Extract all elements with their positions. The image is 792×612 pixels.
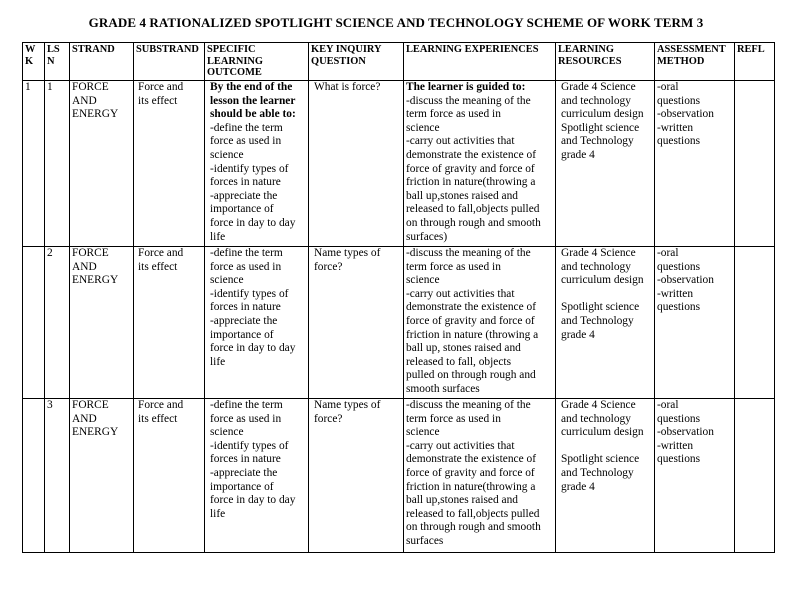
cell-line: -appreciate the: [210, 314, 278, 327]
cell-line: surfaces: [406, 534, 444, 547]
cell-line: questions: [657, 135, 701, 148]
cell-line: friction in nature(throwing a: [406, 176, 536, 189]
table-row: [23, 81, 775, 247]
cell-line: -oral: [657, 247, 679, 259]
cell-line: ball up,stones raised and: [406, 494, 518, 507]
cell-line: Name types of: [314, 399, 381, 411]
header-strand: [70, 43, 134, 81]
cell-line: questions: [657, 412, 701, 425]
cell-line: life: [210, 230, 226, 243]
cell-line: on through rough and smooth: [406, 216, 541, 229]
cell-line: demonstrate the existence of: [406, 301, 536, 314]
cell-substrand: [134, 81, 205, 247]
cell-line: surfaces): [406, 230, 448, 243]
header-substrand: [134, 43, 205, 81]
cell-line: released to fall, objects: [406, 355, 512, 368]
cell-line: importance of: [210, 328, 274, 341]
cell-line: on through rough and smooth: [406, 521, 541, 534]
cell-line: curriculum design: [561, 108, 644, 121]
cell-line: -oral: [657, 81, 679, 93]
cell-line: grade 4: [561, 480, 595, 493]
cell-line: friction in nature(throwing a: [406, 480, 536, 493]
cell-line: -observation: [657, 108, 714, 121]
document-title: GRADE 4 RATIONALIZED SPOTLIGHT SCIENCE AND TECHNOLOGY SCHEME OF WORK TERM 3: [88, 15, 704, 30]
cell-learning-resources: [556, 399, 655, 553]
cell-line: AND: [72, 412, 97, 425]
header-line: ASSESSMENT: [657, 44, 726, 55]
cell-line: science: [406, 274, 440, 287]
cell-learning-resources: [556, 247, 655, 399]
header-row: [23, 43, 775, 81]
cell-line: grade 4: [561, 148, 595, 161]
cell-line: [561, 440, 652, 454]
cell-line: forces in nature: [210, 176, 281, 189]
header-specific-learning-outcome: [205, 43, 309, 81]
cell-reflection: [735, 81, 775, 247]
header-assessment-method: [655, 43, 735, 81]
scheme-of-work-table: [22, 42, 775, 553]
cell-substrand: [134, 399, 205, 553]
header-line: METHOD: [657, 55, 705, 67]
cell-line: its effect: [138, 94, 178, 107]
cell-line: Spotlight science: [561, 301, 640, 314]
cell-wk: [23, 399, 45, 553]
cell-line: importance of: [210, 203, 274, 216]
cell-assessment-method: [655, 247, 735, 399]
cell-line: term force as used in: [406, 108, 501, 121]
cell-line: Spotlight science: [561, 121, 640, 134]
header-line: QUESTION: [311, 55, 366, 67]
cell-assessment-method: [655, 81, 735, 247]
cell-line: -discuss the meaning of the: [406, 94, 531, 107]
cell-wk-text: 1: [25, 81, 31, 93]
cell-line-bold: The learner is guided to:: [406, 81, 526, 93]
cell-line: -written: [657, 287, 694, 300]
cell-line: force as used in: [210, 412, 282, 425]
cell-lesson-text: 2: [47, 247, 53, 259]
cell-learning-outcome: [205, 81, 309, 247]
header-line: STRAND: [72, 44, 115, 55]
cell-line: force of gravity and force of: [406, 466, 535, 479]
cell-learning-experiences: [404, 81, 556, 247]
cell-line: -observation: [657, 426, 714, 439]
header-line: REFL: [737, 44, 765, 55]
cell-line: Grade 4 Science: [561, 399, 636, 411]
cell-wk: [23, 81, 45, 247]
cell-line: Name types of: [314, 247, 381, 259]
cell-line: AND: [72, 260, 97, 273]
cell-line: -identify types of: [210, 439, 289, 452]
cell-line: demonstrate the existence of: [406, 453, 536, 466]
cell-line: science: [406, 121, 440, 134]
cell-line: force of gravity and force of: [406, 162, 535, 175]
cell-line: term force as used in: [406, 260, 501, 273]
cell-line: -written: [657, 439, 694, 452]
cell-wk: [23, 247, 45, 399]
cell-line: -identify types of: [210, 162, 289, 175]
cell-line: its effect: [138, 412, 178, 425]
cell-line: and Technology: [561, 314, 634, 327]
cell-line: curriculum design: [561, 426, 644, 439]
header-wk: [23, 43, 45, 81]
cell-line: FORCE: [72, 247, 109, 259]
cell-line: its effect: [138, 260, 178, 273]
cell-line: Force and: [138, 81, 184, 93]
cell-line: questions: [657, 453, 701, 466]
cell-line: force as used in: [210, 260, 282, 273]
cell-line: and technology: [561, 412, 631, 425]
cell-line: ball up,stones raised and: [406, 189, 518, 202]
cell-line: pulled on through rough and: [406, 369, 536, 382]
cell-line: ENERGY: [72, 426, 119, 439]
header-line: N: [47, 55, 55, 67]
cell-learning-experiences: [404, 247, 556, 399]
cell-line: questions: [657, 260, 701, 273]
header-line: LS: [47, 44, 60, 55]
cell-learning-outcome: [205, 247, 309, 399]
cell-line: -define the term: [210, 247, 283, 259]
cell-line: -define the term: [210, 399, 283, 411]
cell-line: Force and: [138, 399, 184, 411]
cell-line: -discuss the meaning of the: [406, 247, 531, 259]
header-lsn: [45, 43, 70, 81]
cell-line: -appreciate the: [210, 189, 278, 202]
cell-learning-experiences: [404, 399, 556, 553]
cell-line: Grade 4 Science: [561, 81, 636, 93]
cell-line: and technology: [561, 94, 631, 107]
cell-line: science: [406, 426, 440, 439]
cell-line: and technology: [561, 260, 631, 273]
cell-line: force?: [314, 260, 343, 273]
cell-line: forces in nature: [210, 453, 281, 466]
cell-line: released to fall,objects pulled: [406, 203, 540, 216]
cell-line: FORCE: [72, 81, 109, 93]
cell-reflection: [735, 399, 775, 553]
cell-line: -carry out activities that: [406, 439, 515, 452]
cell-line: and Technology: [561, 135, 634, 148]
cell-line: ENERGY: [72, 274, 119, 287]
cell-line: science: [210, 426, 244, 439]
cell-line: What is force?: [314, 81, 381, 93]
header-line: SUBSTRAND: [136, 44, 199, 55]
cell-line: curriculum design: [561, 274, 644, 287]
cell-line: friction in nature (throwing a: [406, 328, 539, 341]
cell-lesson: [45, 247, 70, 399]
header-line: KEY INQUIRY: [311, 44, 382, 55]
cell-line: -written: [657, 121, 694, 134]
cell-line: force in day to day: [210, 216, 296, 229]
cell-key-inquiry-question: [309, 81, 404, 247]
header-learning-resources: [556, 43, 655, 81]
cell-line: -define the term: [210, 121, 283, 134]
cell-line: life: [210, 355, 226, 368]
cell-line: life: [210, 507, 226, 520]
header-line: LEARNING: [207, 55, 264, 67]
cell-line: -observation: [657, 274, 714, 287]
header-key-inquiry-question: [309, 43, 404, 81]
cell-lesson-text: 3: [47, 399, 53, 411]
cell-line: Spotlight science: [561, 453, 640, 466]
cell-line: force of gravity and force of: [406, 314, 535, 327]
cell-learning-outcome: [205, 399, 309, 553]
cell-lesson: [45, 399, 70, 553]
header-learning-experiences: [404, 43, 556, 81]
cell-line: -discuss the meaning of the: [406, 399, 531, 411]
cell-line: force in day to day: [210, 342, 296, 355]
cell-assessment-method: [655, 399, 735, 553]
cell-line: AND: [72, 94, 97, 107]
cell-line: force?: [314, 412, 343, 425]
cell-line: -carry out activities that: [406, 287, 515, 300]
header-line: OUTCOME: [207, 67, 262, 78]
cell-line: force as used in: [210, 135, 282, 148]
cell-key-inquiry-question: [309, 247, 404, 399]
cell-line: science: [210, 148, 244, 161]
cell-substrand: [134, 247, 205, 399]
cell-line: smooth surfaces: [406, 382, 480, 395]
cell-line: FORCE: [72, 399, 109, 411]
cell-lesson: [45, 81, 70, 247]
cell-line: Force and: [138, 247, 184, 259]
header-line: LEARNING: [558, 44, 615, 55]
cell-strand: [70, 81, 134, 247]
cell-lesson-text: 1: [47, 81, 53, 93]
cell-line: -oral: [657, 399, 679, 411]
header-line: W: [25, 44, 36, 55]
cell-key-inquiry-question: [309, 399, 404, 553]
cell-line: demonstrate the existence of: [406, 148, 536, 161]
cell-line: ball up, stones raised and: [406, 342, 521, 355]
cell-line: Grade 4 Science: [561, 247, 636, 259]
cell-line: force in day to day: [210, 494, 296, 507]
header-refl: [735, 43, 775, 81]
cell-line-bold: lesson the learner: [210, 94, 296, 107]
cell-line: -identify types of: [210, 287, 289, 300]
cell-line: and Technology: [561, 466, 634, 479]
cell-line: science: [210, 274, 244, 287]
cell-line: [561, 288, 652, 302]
header-line: LEARNING EXPERIENCES: [406, 44, 539, 55]
cell-line: grade 4: [561, 328, 595, 341]
cell-line: -appreciate the: [210, 466, 278, 479]
cell-strand: [70, 247, 134, 399]
cell-line-bold: By the end of the: [210, 81, 293, 93]
cell-line: term force as used in: [406, 412, 501, 425]
cell-strand: [70, 399, 134, 553]
cell-line: ENERGY: [72, 108, 119, 121]
cell-line: questions: [657, 94, 701, 107]
cell-reflection: [735, 247, 775, 399]
header-line: K: [25, 55, 34, 67]
cell-line: importance of: [210, 480, 274, 493]
cell-line: questions: [657, 301, 701, 314]
table-row: [23, 247, 775, 399]
header-line: RESOURCES: [558, 55, 622, 67]
cell-line: forces in nature: [210, 301, 281, 314]
cell-line: released to fall,objects pulled: [406, 507, 540, 520]
table-row: [23, 399, 775, 553]
cell-learning-resources: [556, 81, 655, 247]
cell-line-bold: should be able to:: [210, 108, 296, 121]
header-line: SPECIFIC: [207, 44, 256, 55]
cell-line: -carry out activities that: [406, 135, 515, 148]
